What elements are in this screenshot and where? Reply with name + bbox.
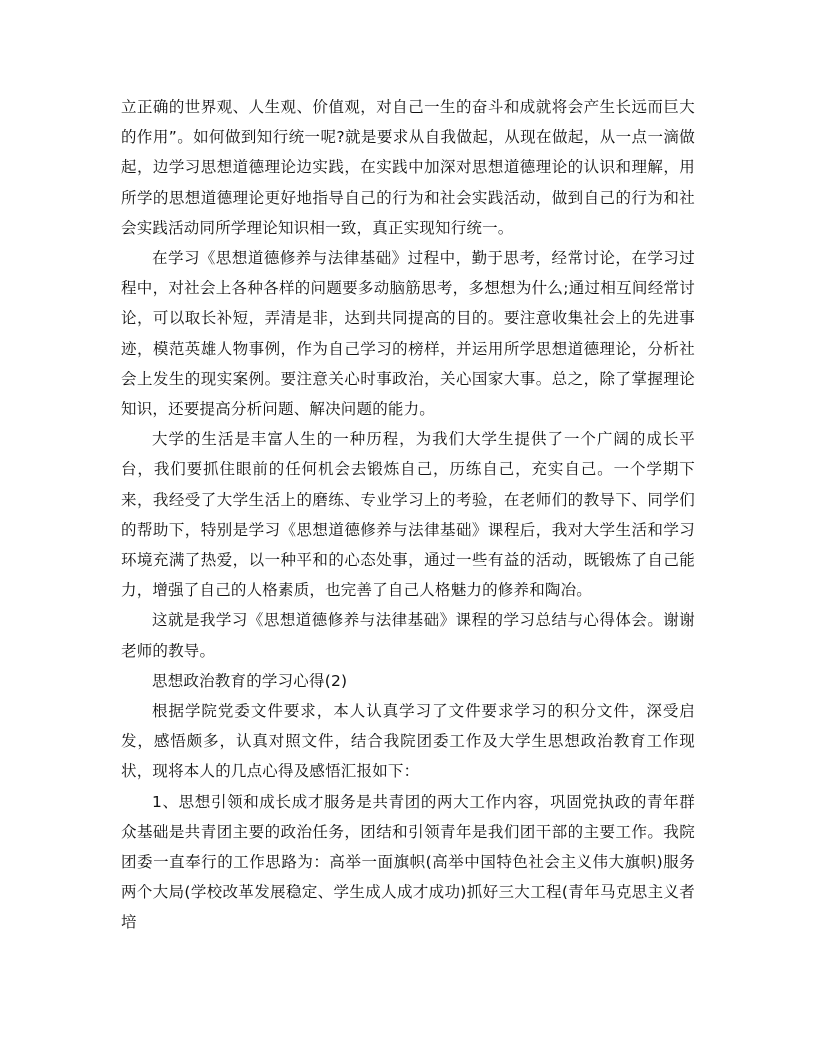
paragraph-college-life: 大学的生活是丰富人生的一种历程，为我们大学生提供了一个广阔的成长平台，我们要抓住眼前的任何机会去锻炼自己，历练自己，充实自己。一个学期下来，我经受了大学生活上的磨练、专业学习上的考验，在老师们的教导下、同学们的帮助下，特别是学习《思想道德修养与法律基础》课程后，我对大学生活和学习环境充满了热爱，以一种平和的心态处事，通过一些有益的活动，既锻炼了自己能力，增强了自己的人格素质，也完善了自己人格魅力的修养和陶冶。 (121, 430, 695, 600)
paragraph-point-one: 1、思想引领和成长成才服务是共青团的两大工作内容，巩固党执政的青年群众基础是共青团主要的政治任务，团结和引领青年是我们团干部的主要工作。我院团委一直奉行的工作思路为：高举一面旗帜(高举中国特色社会主义伟大旗帜)服务两个大局(学校改革发展稳定、学生成人成才成功)抓好三大工程(青年马克思主义者培 (121, 792, 695, 932)
paragraph-intro: 根据学院党委文件要求，本人认真学习了文件要求学习的积分文件，深受启发，感悟颇多，认真对照文件，结合我院团委工作及大学生思想政治教育工作现状，现将本人的几点心得及感悟汇报如下： (121, 702, 695, 781)
document-page (121, 92, 695, 938)
section-heading: 思想政治教育的学习心得(2) (152, 671, 348, 690)
paragraph-conclusion: 这就是我学习《思想道德修养与法律基础》课程的学习总结与心得体会。谢谢老师的教导。 (121, 611, 695, 660)
paragraph-study-method: 在学习《思想道德修养与法律基础》过程中，勤于思考，经常讨论，在学习过程中，对社会上各种各样的问题要多动脑筋思考，多想想为什么;通过相互间经常讨论，可以取长补短，弄清是非，达到共同提高的目的。要注意收集社会上的先进事迹，模范英雄人物事例，作为自己学习的榜样，并运用所学思想道德理论，分析社会上发生的现实案例。要注意关心时事政治，关心国家大事。总之，除了掌握理论知识，还要提高分析问题、解决问题的能力。 (121, 249, 695, 419)
paragraph-continuation: 立正确的世界观、人生观、价值观，对自己一生的奋斗和成就将会产生长远而巨大的作用”。如何做到知行统一呢?就是要求从自我做起，从现在做起，从一点一滴做起，边学习思想道德理论边实践，在实践中加深对思想道德理论的认识和理解，用所学的思想道德理论更好地指导自己的行为和社会实践活动，做到自己的行为和社会实践活动同所学理论知识相一致，真正实现知行统一。 (121, 98, 695, 237)
